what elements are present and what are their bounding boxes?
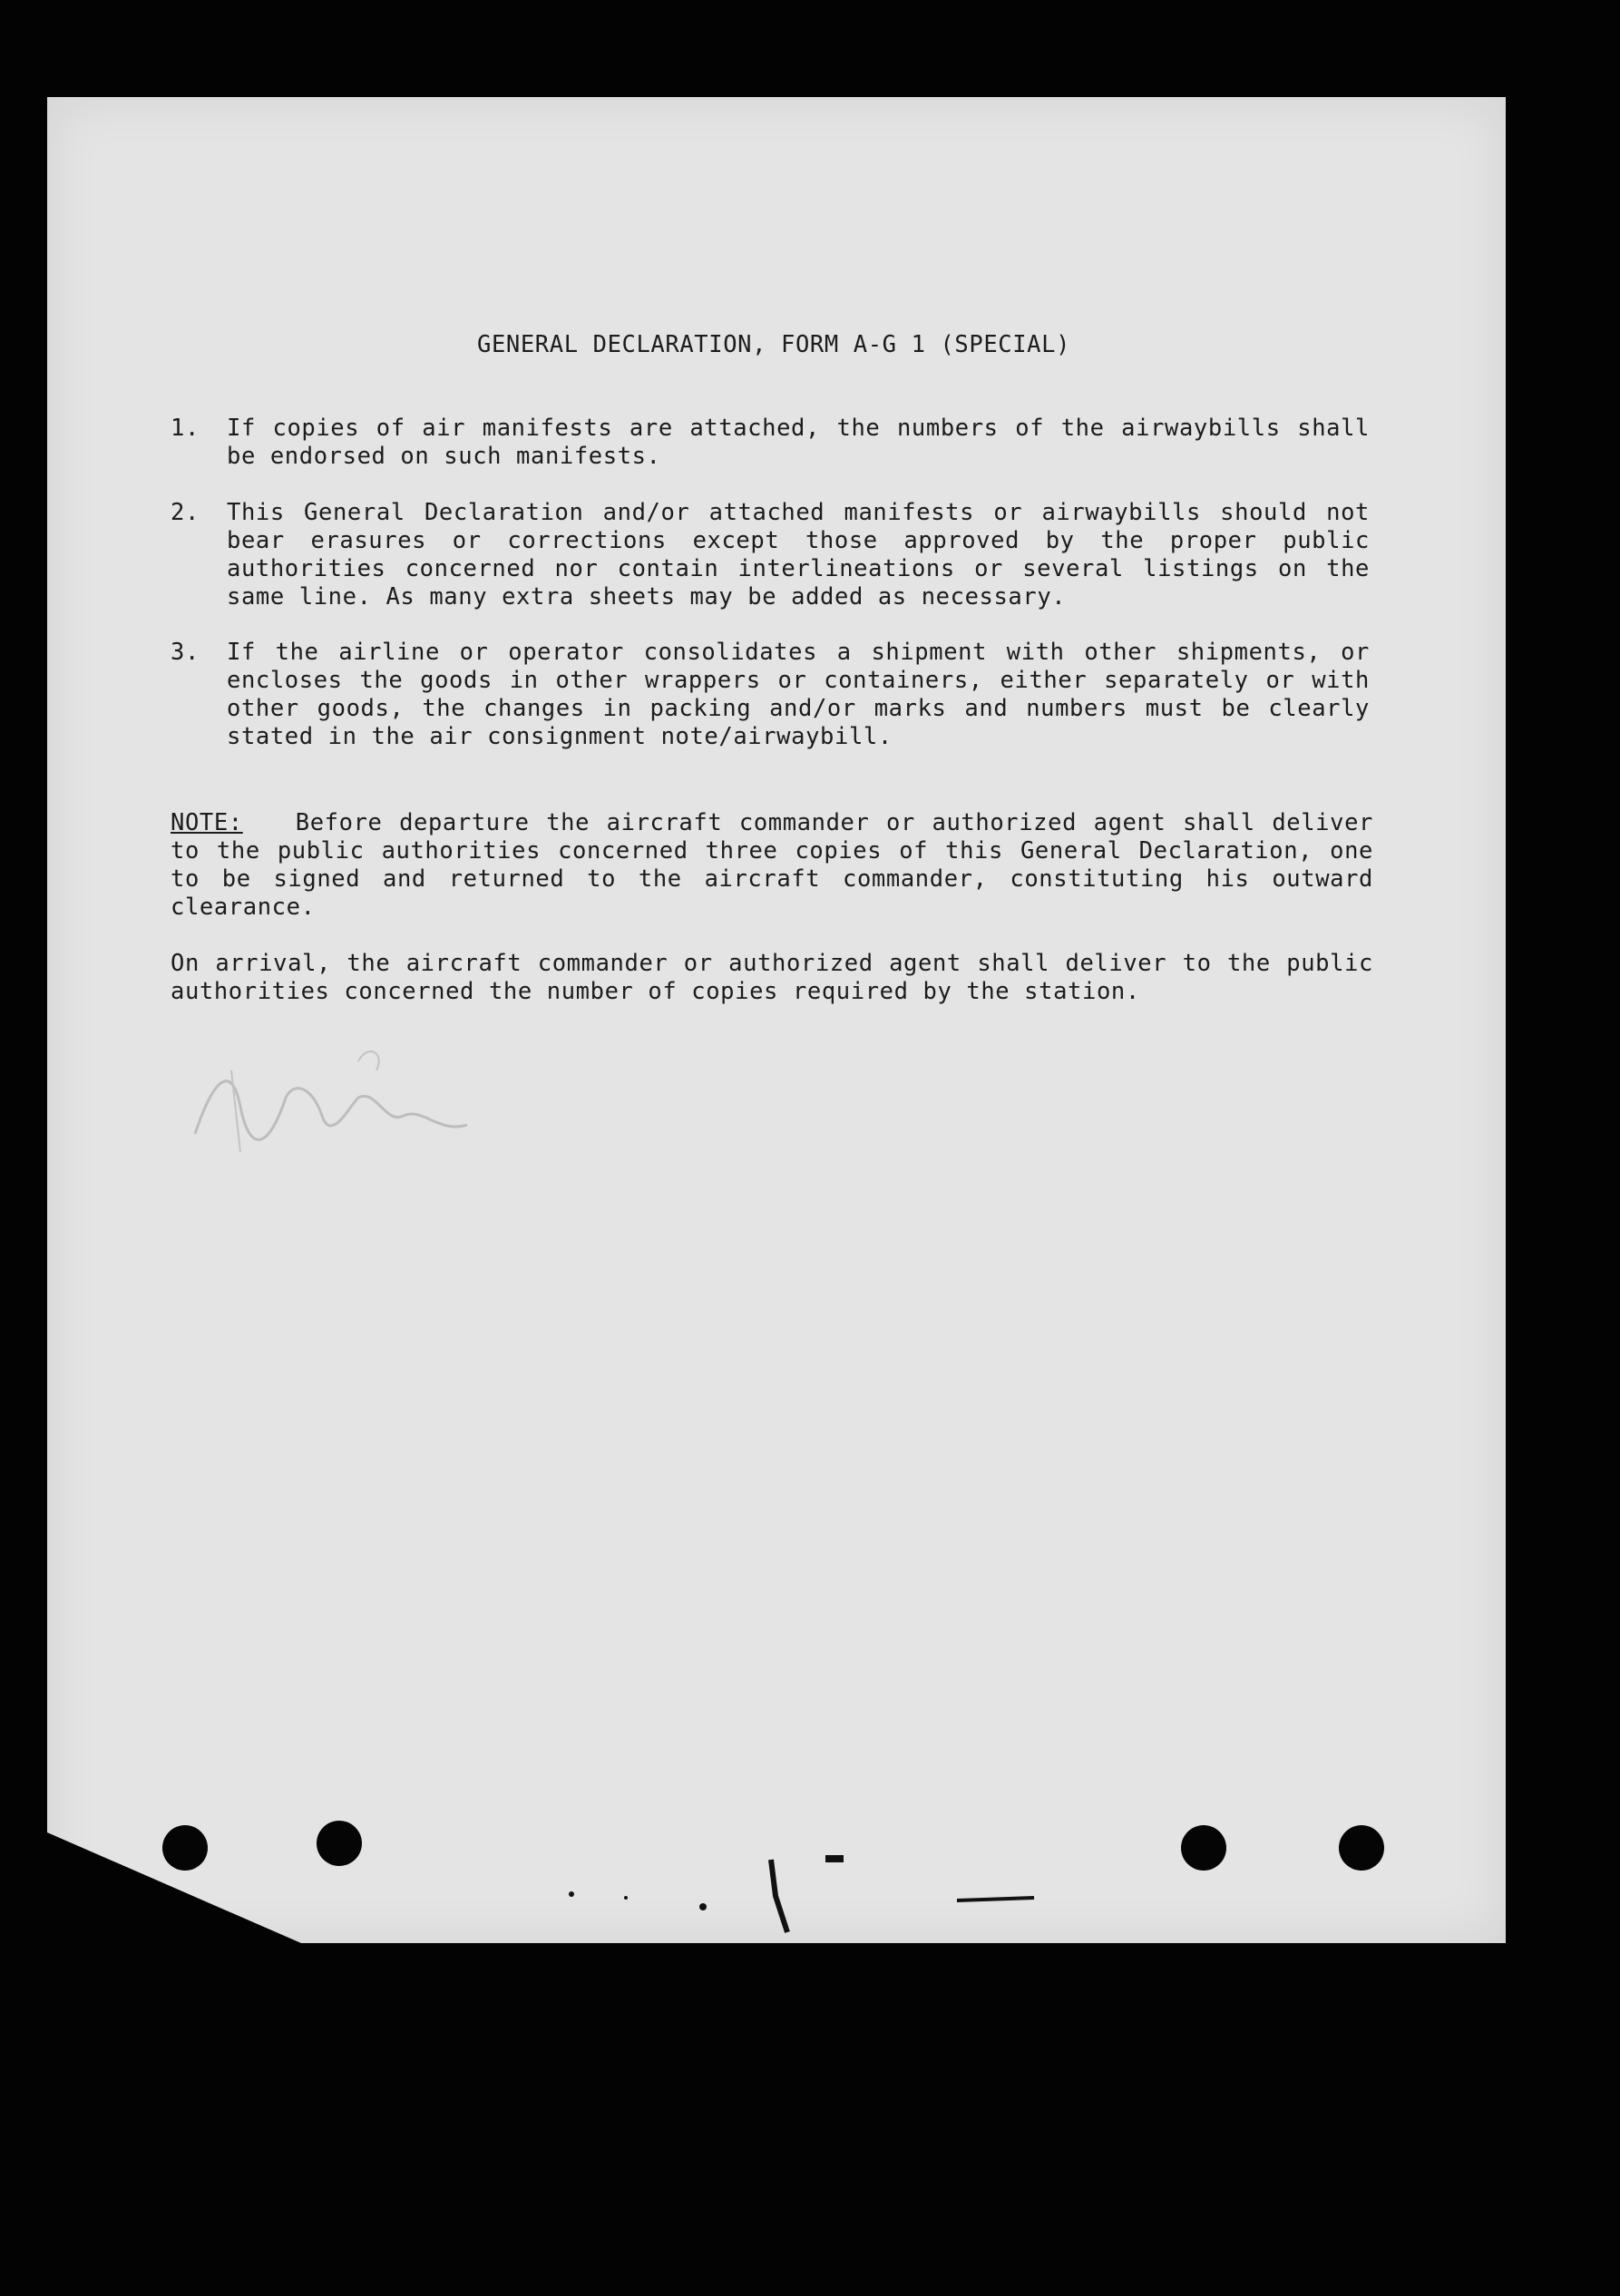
item-number: 3. xyxy=(171,639,200,666)
arrival-paragraph: On arrival, the aircraft commander or authorized agent shall deliver to the public authorities concerned the number of copies required by the station. xyxy=(171,950,1373,1005)
item-number: 2. xyxy=(171,499,200,526)
item-text: If copies of air manifests are attached, the numbers of the airwaybills shall be endorsed on such manifests. xyxy=(227,415,1370,470)
form-title: GENERAL DECLARATION, FORM A-G 1 (SPECIAL) xyxy=(477,331,1071,358)
note-label: NOTE: xyxy=(171,809,243,836)
instruction-item xyxy=(171,499,1377,617)
note-text: Before departure the aircraft commander or authorized agent shall deliver to the public authorities concerned three copies of this General Declaration, one to be signed and returned to the aircraft commander, constituting his outward clearance. xyxy=(171,809,1373,921)
item-text: This General Declaration and/or attached manifests or airwaybills should not bear erasures or corrections except those approved by the proper public authorities concerned nor contain interlineations or several listings on the same line. As many extra sheets may be added as necessary. xyxy=(227,499,1370,611)
item-text: If the airline or operator consolidates a shipment with other shipments, or encloses the goods in other wrappers or containers, either separately or with other goods, the changes in packing and/or marks and numbers must be clearly stated in the air consignment note/airwaybill. xyxy=(227,639,1370,750)
instruction-item xyxy=(171,415,1377,478)
instruction-item xyxy=(171,639,1377,757)
note-paragraph xyxy=(171,809,1373,922)
item-number: 1. xyxy=(171,415,200,442)
